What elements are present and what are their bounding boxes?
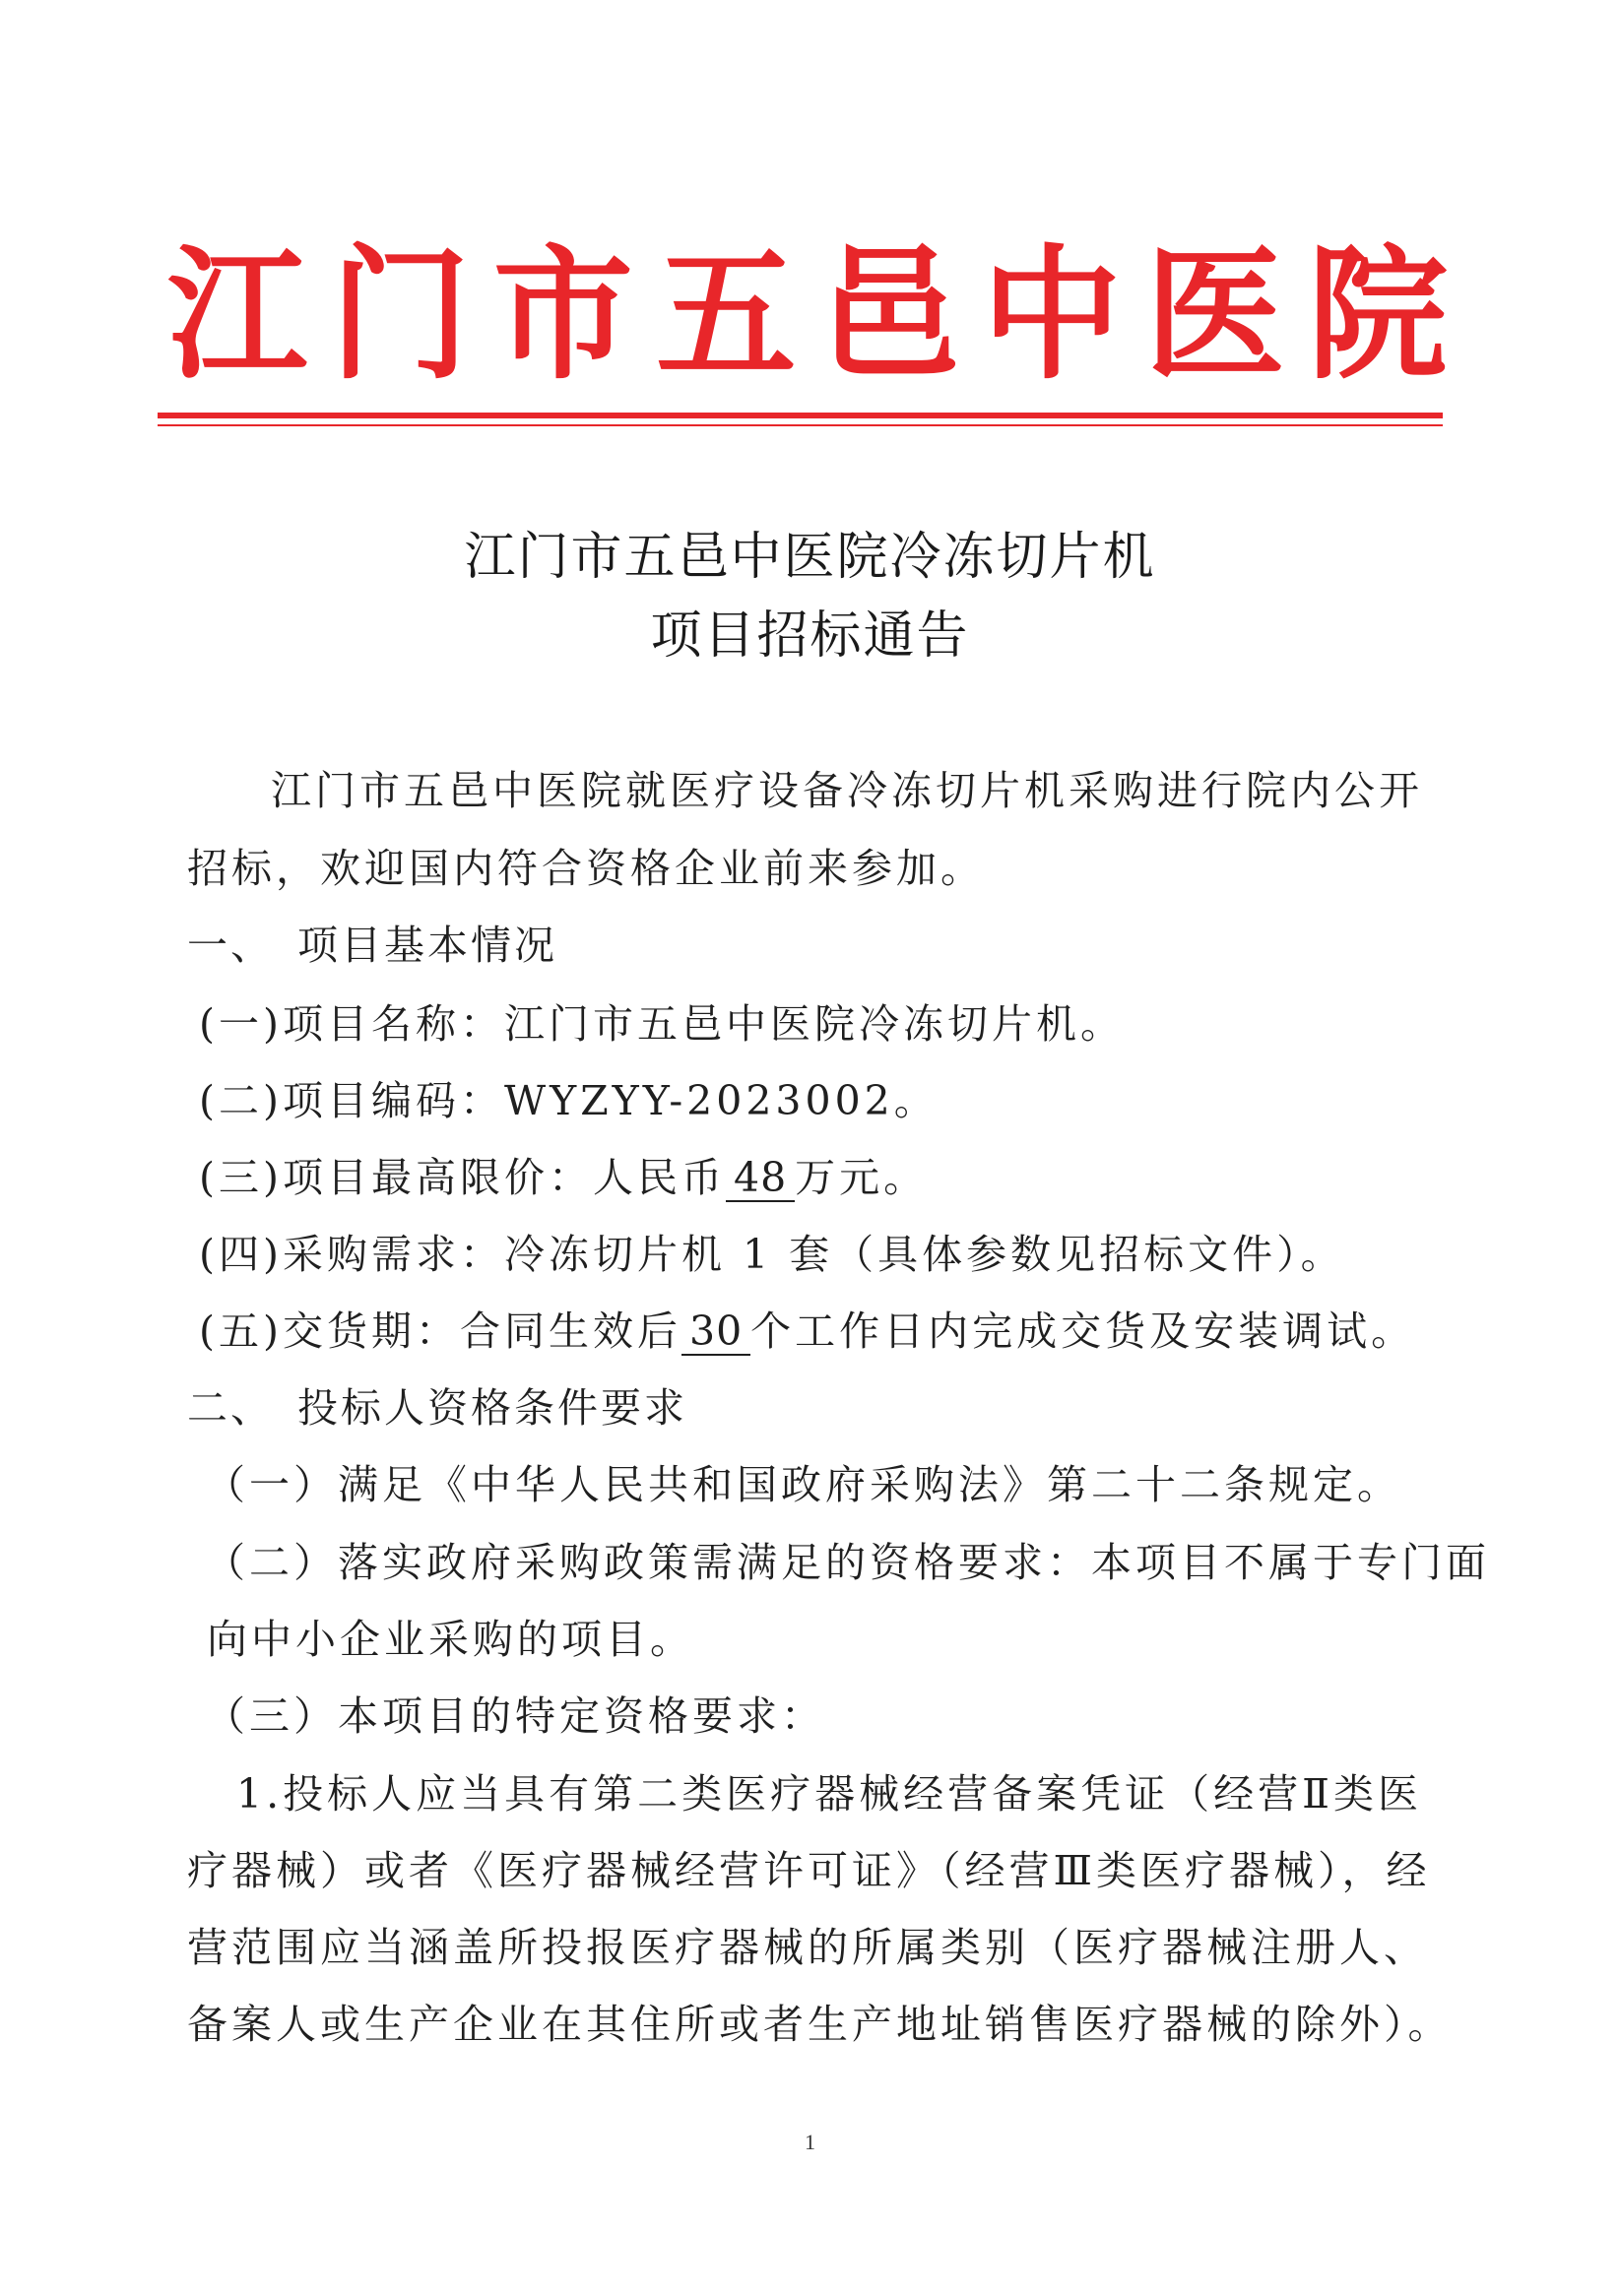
section-2-heading <box>187 1384 687 1432</box>
intro-paragraph-line-1: 江门市五邑中医院就医疗设备冷冻切片机采购进行院内公开 <box>271 767 1423 814</box>
letterhead-char: 医 <box>1144 230 1285 400</box>
project-max-price-item <box>199 1154 929 1202</box>
intro-paragraph-line-2: 招标，欢迎国内符合资格企业前来参加。 <box>187 845 985 892</box>
delivery-period-item <box>199 1307 1416 1356</box>
letterhead-char: 门 <box>330 230 471 400</box>
project-code-item: (二)项目编码：WYZYY-2023002。 <box>199 1077 939 1124</box>
procurement-requirement-item: (四)采购需求：冷冻切片机 1 套（具体参数见招标文件）。 <box>199 1231 1345 1278</box>
requirement-1-line-1: 1.投标人应当具有第二类医疗器械经营备案凭证（经营Ⅱ类医 <box>236 1770 1422 1818</box>
letterhead-char: 江 <box>167 230 307 400</box>
qualification-item-3: （三）本项目的特定资格要求： <box>205 1692 825 1740</box>
letterhead-char: 中 <box>982 230 1123 400</box>
section-2-title: 投标人资格条件要求 <box>297 1384 687 1432</box>
delivery-desc: 个工作日内完成交货及安装调试。 <box>750 1307 1416 1355</box>
document-title-line-2: 项目招标通告 <box>650 606 970 666</box>
letterhead-char: 五 <box>656 230 797 400</box>
delivery-days: 30 <box>681 1311 750 1356</box>
section-1-number: 一、 <box>187 922 274 969</box>
qualification-item-2-line-2: 向中小企业采购的项目。 <box>207 1616 694 1663</box>
max-price-label: (三)项目最高限价：人民币 <box>199 1154 726 1201</box>
document-title-line-1: 江门市五邑中医院冷冻切片机 <box>464 528 1156 587</box>
requirement-1-line-2: 疗器械）或者《医疗器械经营许可证》（经营Ⅲ类医疗器械），经 <box>187 1847 1431 1894</box>
letterhead-divider-thick <box>158 413 1443 418</box>
letterhead-char: 院 <box>1307 230 1448 400</box>
section-2-number: 二、 <box>187 1384 274 1432</box>
requirement-1-line-3: 营范围应当涵盖所投报医疗器械的所属类别（医疗器械注册人、 <box>187 1924 1428 1971</box>
max-price-amount: 48 <box>726 1158 795 1202</box>
requirement-1-line-4: 备案人或生产企业在其住所或者生产地址销售医疗器械的除外）。 <box>187 2001 1453 2048</box>
qualification-item-1: （一）满足《中华人民共和国政府采购法》第二十二条规定。 <box>205 1461 1401 1508</box>
letterhead-char: 邑 <box>818 230 959 400</box>
max-price-unit: 万元。 <box>795 1154 929 1201</box>
section-1-heading <box>187 922 557 969</box>
project-name-item: (一)项目名称：江门市五邑中医院冷冻切片机。 <box>199 1000 1125 1048</box>
page-number: 1 <box>805 2130 815 2154</box>
letterhead-divider-thin <box>158 424 1443 426</box>
delivery-label: (五)交货期：合同生效后 <box>199 1307 681 1355</box>
section-1-title: 项目基本情况 <box>297 922 557 969</box>
letterhead-org-name <box>167 230 1448 400</box>
letterhead-char: 市 <box>492 230 633 400</box>
qualification-item-2-line-1: （二）落实政府采购政策需满足的资格要求：本项目不属于专门面 <box>205 1539 1490 1586</box>
